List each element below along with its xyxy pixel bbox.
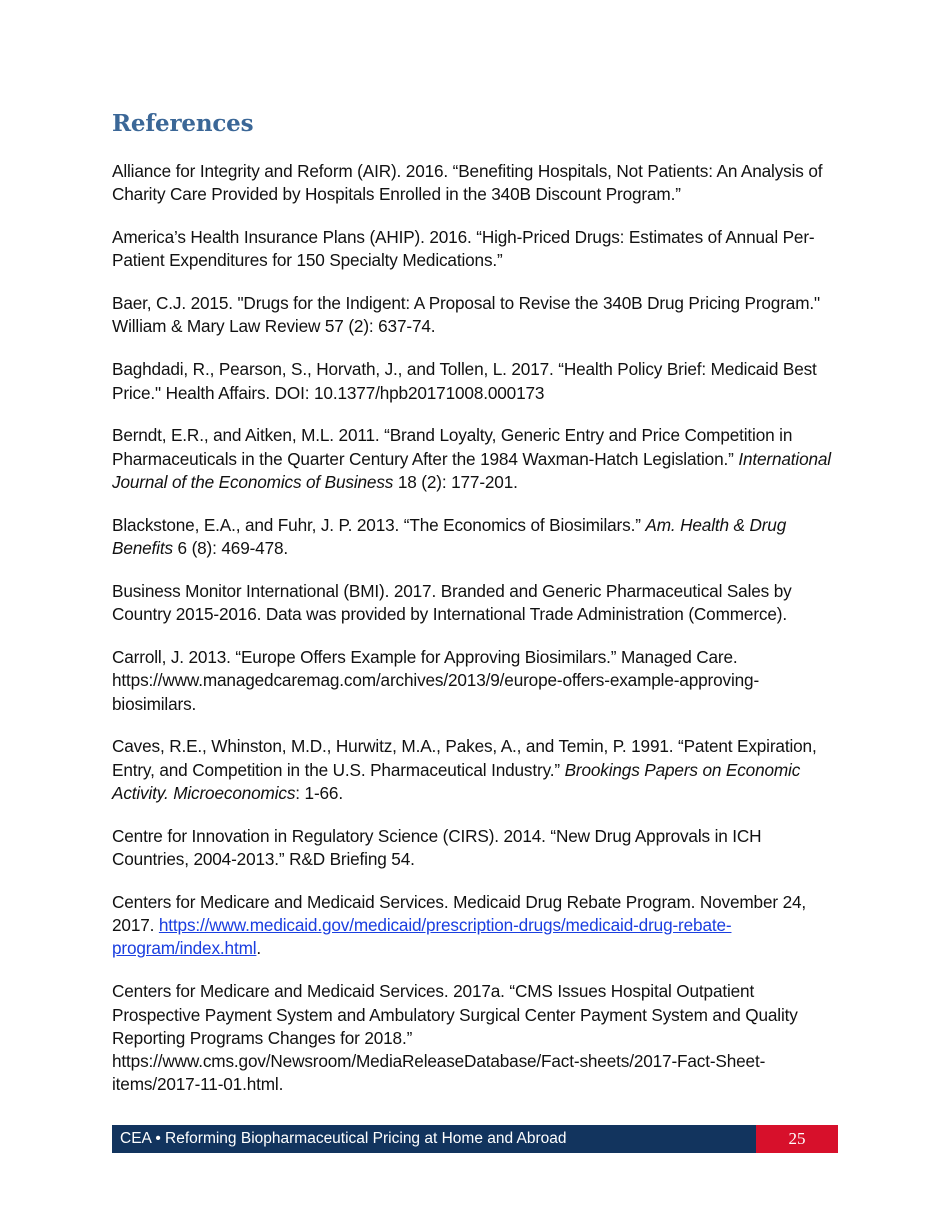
reference-journal: Brookings Papers on Economic Activity. Microeconomics [112, 759, 801, 803]
reference-journal: International Journal of the Economics of Business [112, 448, 831, 492]
reference-citation: : 1-66. [295, 782, 343, 803]
medicaid-rebate-link[interactable]: https://www.medicaid.gov/medicaid/prescription-drugs/medicaid-drug-rebate-program/index.html [112, 915, 732, 959]
reference-list [112, 160, 842, 1116]
reference-text: Alliance for Integrity and Reform (AIR). 2016. “Benefiting Hospitals, Not Patients: An Analysis of Charity Care Provided by Hospitals Enrolled in the 340B Discount Program.” [112, 161, 823, 205]
reference-item [112, 980, 842, 1096]
reference-item [112, 514, 842, 561]
reference-item [112, 226, 842, 273]
reference-citation: 6 (8): 469-478. [172, 538, 289, 559]
page-number: 25 [756, 1125, 838, 1153]
reference-text: Caves, R.E., Whinston, M.D., Hurwitz, M.A., Pakes, A., and Temin, P. 1991. “Patent Expiration, Entry, and Competition in the U.S. Pharmaceutical Industry.” [112, 736, 817, 780]
reference-item [112, 735, 842, 805]
reference-text: Carroll, J. 2013. “Europe Offers Example for Approving Biosimilars.” Managed Care. https://www.managedcaremag.com/archives/2013/9/europe-offers-example-approving-biosimilars. [112, 646, 760, 714]
reference-item [112, 292, 842, 339]
reference-text: Blackstone, E.A., and Fuhr, J. P. 2013. “The Economics of Biosimilars.” [112, 514, 646, 535]
reference-citation: 18 (2): 177-201. [393, 471, 518, 492]
reference-text: Centers for Medicare and Medicaid Services. Medicaid Drug Rebate Program. November 24, 2017. [112, 891, 807, 936]
reference-text: Baghdadi, R., Pearson, S., Horvath, J., and Tollen, L. 2017. “Health Policy Brief: Medicaid Best Price." Health Affairs. DOI: 10.1377/hpb20171008.000173 [112, 359, 817, 403]
footer-title: CEA • Reforming Biopharmaceutical Pricing at Home and Abroad [120, 1130, 567, 1147]
reference-item [112, 646, 842, 716]
page-title: References [112, 110, 254, 137]
reference-text: Baer, C.J. 2015. "Drugs for the Indigent: A Proposal to Revise the 340B Drug Pricing Program." William & Mary Law Review 57 (2): 637-74. [112, 293, 820, 337]
reference-item [112, 891, 842, 961]
reference-item [112, 424, 842, 494]
reference-item [112, 580, 842, 627]
reference-text: America’s Health Insurance Plans (AHIP). 2016. “High-Priced Drugs: Estimates of Annual Per-Patient Expenditures for 150 Specialty Medications.” [112, 227, 815, 271]
reference-text: Berndt, E.R., and Aitken, M.L. 2011. “Brand Loyalty, Generic Entry and Price Competition in Pharmaceuticals in the Quarter Century After the 1984 Waxman-Hatch Legislation.” [112, 425, 793, 469]
reference-citation: . [256, 938, 262, 959]
reference-text: Centre for Innovation in Regulatory Science (CIRS). 2014. “New Drug Approvals in ICH Countries, 2004-2013.” R&D Briefing 54. [112, 825, 762, 870]
reference-item [112, 160, 842, 207]
reference-item [112, 825, 842, 872]
footer-bar [112, 1125, 838, 1153]
reference-text: Business Monitor International (BMI). 2017. Branded and Generic Pharmaceutical Sales by Country 2015-2016. Data was provided by International Trade Administration (Commerce). [112, 580, 792, 625]
reference-item [112, 358, 842, 405]
reference-journal: Am. Health & Drug Benefits [112, 514, 787, 559]
reference-text: Centers for Medicare and Medicaid Services. 2017a. “CMS Issues Hospital Outpatient Prospective Payment System and Ambulatory Surgical Center Payment System and Quality Reporting Programs Changes for 2018.” https://www.cms.gov/Newsroom/MediaReleaseDatabase/Fact-sheets/2017-Fact-Sheet-items/2017-11-01.html. [112, 981, 798, 1095]
